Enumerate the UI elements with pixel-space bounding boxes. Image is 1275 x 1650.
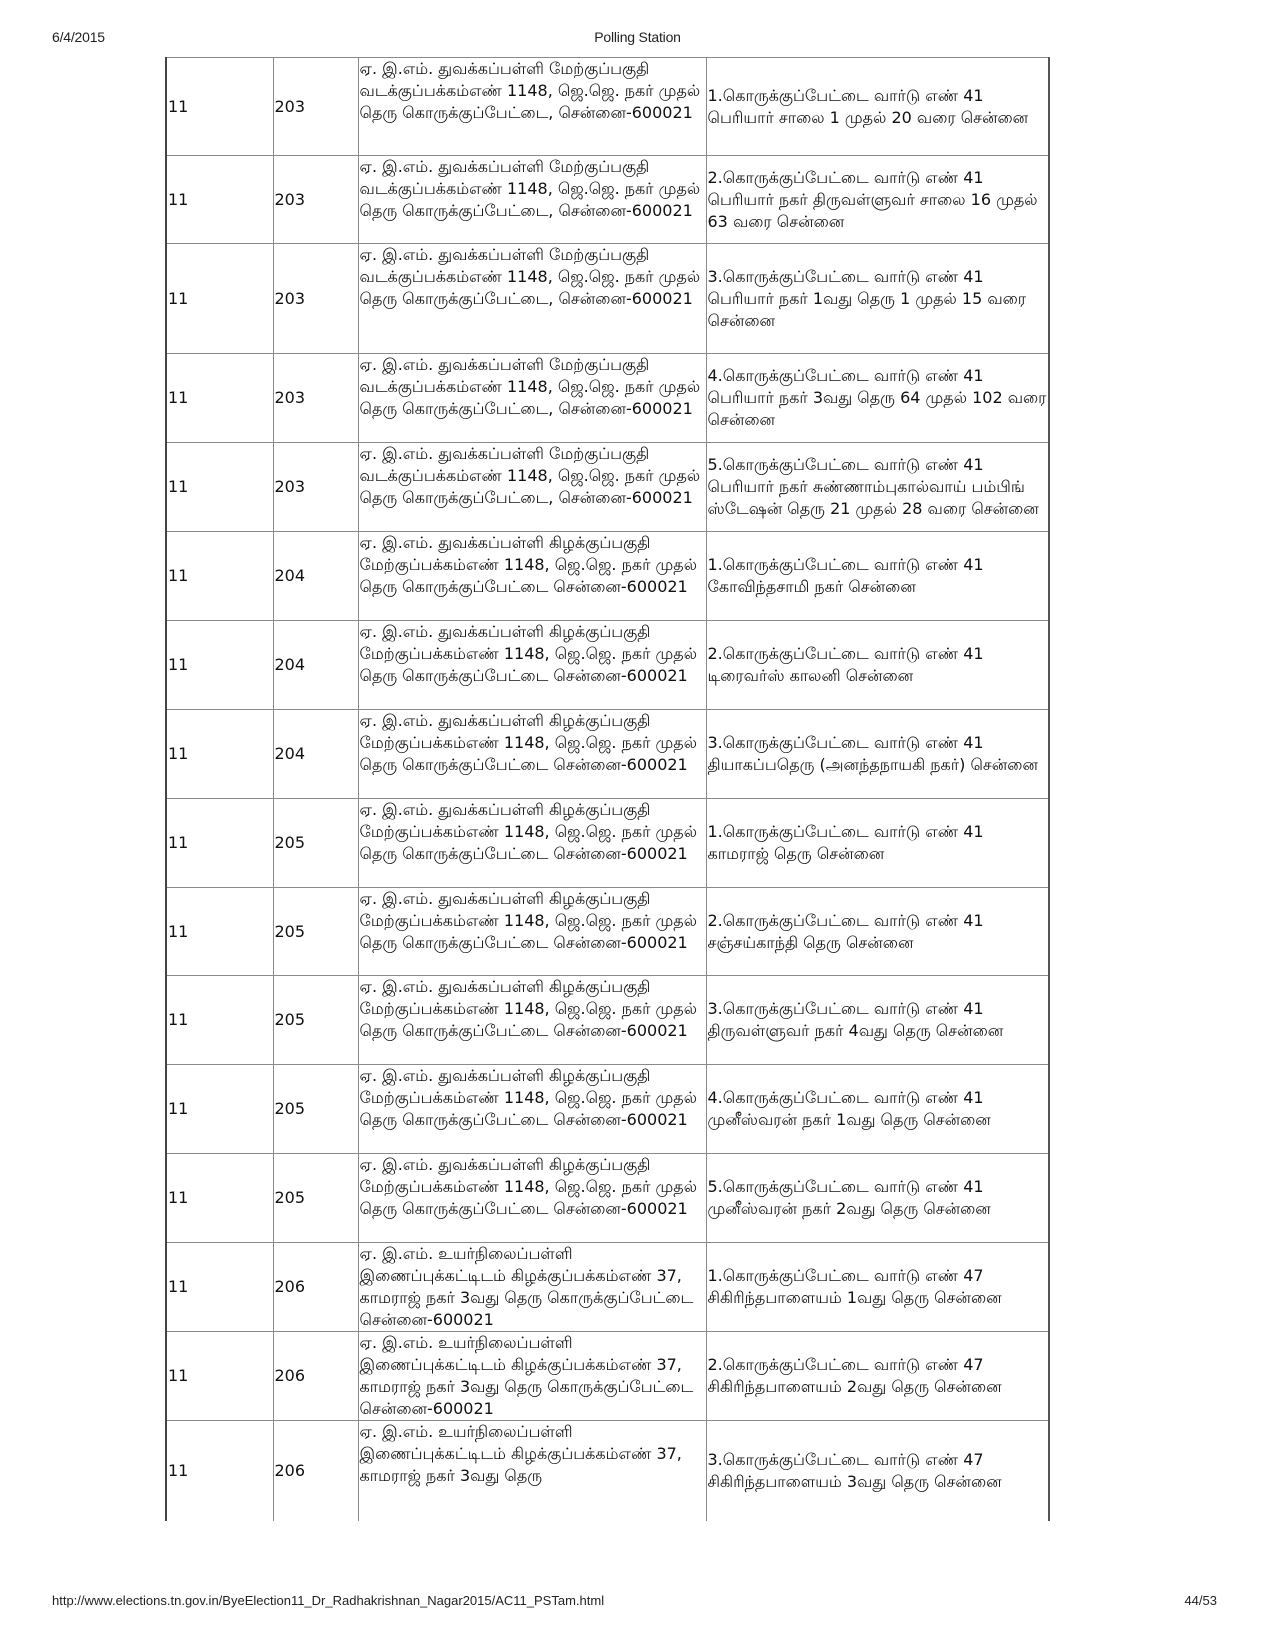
station-address-cell: ஏ. இ.எம். துவக்கப்பள்ளி கிழக்குப்பகுதி மேற்குப்பக்கம்எண் 1148, ஜெ.ஜெ. நகர் முதல் தெரு கொருக்குப்பேட்டை சென்னை-600021 bbox=[358, 1154, 706, 1243]
station-address-cell: ஏ. இ.எம். துவக்கப்பள்ளி கிழக்குப்பகுதி மேற்குப்பக்கம்எண் 1148, ஜெ.ஜெ. நகர் முதல் தெரு கொருக்குப்பேட்டை சென்னை-600021 bbox=[358, 799, 706, 888]
ac-number-cell: 11 bbox=[166, 1065, 273, 1154]
polling-area-cell: 4.கொருக்குப்பேட்டை வார்டு எண் 41 முனீஸ்வரன் நகர் 1வது தெரு சென்னை bbox=[706, 1065, 1049, 1154]
polling-area-cell: 2.கொருக்குப்பேட்டை வார்டு எண் 41 டிரைவர்ஸ் காலனி சென்னை bbox=[706, 621, 1049, 710]
ac-number-cell: 11 bbox=[166, 1243, 273, 1332]
station-address-cell: ஏ. இ.எம். துவக்கப்பள்ளி கிழக்குப்பகுதி மேற்குப்பக்கம்எண் 1148, ஜெ.ஜெ. நகர் முதல் தெரு கொருக்குப்பேட்டை சென்னை-600021 bbox=[358, 888, 706, 976]
station-address-cell: ஏ. இ.எம். துவக்கப்பள்ளி கிழக்குப்பகுதி மேற்குப்பக்கம்எண் 1148, ஜெ.ஜெ. நகர் முதல் தெரு கொருக்குப்பேட்டை சென்னை-600021 bbox=[358, 621, 706, 710]
table-row bbox=[166, 532, 1049, 621]
ps-number-cell: 205 bbox=[273, 1065, 358, 1154]
table-row bbox=[166, 244, 1049, 354]
table-row bbox=[166, 354, 1049, 443]
ac-number-cell: 11 bbox=[166, 1154, 273, 1243]
ac-number-cell: 11 bbox=[166, 1332, 273, 1421]
ps-number-cell: 205 bbox=[273, 799, 358, 888]
ac-number-cell: 11 bbox=[166, 244, 273, 354]
polling-area-cell: 1.கொருக்குப்பேட்டை வார்டு எண் 47 சிகிரிந்தபாளையம் 1வது தெரு சென்னை bbox=[706, 1243, 1049, 1332]
ac-number-cell: 11 bbox=[166, 888, 273, 976]
station-address-cell: ஏ. இ.எம். துவக்கப்பள்ளி மேற்குப்பகுதி வடக்குப்பக்கம்எண் 1148, ஜெ.ஜெ. நகர் முதல் தெரு கொருக்குப்பேட்டை, சென்னை-600021 bbox=[358, 443, 706, 532]
polling-area-cell: 1.கொருக்குப்பேட்டை வார்டு எண் 41 காமராஜ் தெரு சென்னை bbox=[706, 799, 1049, 888]
table-row bbox=[166, 621, 1049, 710]
table-body bbox=[166, 58, 1049, 1521]
station-address-cell: ஏ. இ.எம். துவக்கப்பள்ளி மேற்குப்பகுதி வடக்குப்பக்கம்எண் 1148, ஜெ.ஜெ. நகர் முதல் தெரு கொருக்குப்பேட்டை, சென்னை-600021 bbox=[358, 58, 706, 156]
table-row bbox=[166, 1065, 1049, 1154]
ps-number-cell: 206 bbox=[273, 1243, 358, 1332]
station-address-cell: ஏ. இ.எம். உயர்நிலைப்பள்ளி இணைப்புக்கட்டிடம் கிழக்குப்பக்கம்எண் 37, காமராஜ் நகர் 3வது தெரு bbox=[358, 1421, 706, 1521]
ac-number-cell: 11 bbox=[166, 354, 273, 443]
ac-number-cell: 11 bbox=[166, 621, 273, 710]
page-number: 44/53 bbox=[1184, 1593, 1217, 1608]
polling-station-table bbox=[165, 57, 1050, 1521]
ps-number-cell: 205 bbox=[273, 1154, 358, 1243]
ac-number-cell: 11 bbox=[166, 1421, 273, 1521]
ps-number-cell: 204 bbox=[273, 621, 358, 710]
table-row bbox=[166, 1154, 1049, 1243]
ps-number-cell: 204 bbox=[273, 710, 358, 799]
ps-number-cell: 203 bbox=[273, 58, 358, 156]
ps-number-cell: 203 bbox=[273, 443, 358, 532]
polling-area-cell: 3.கொருக்குப்பேட்டை வார்டு எண் 41 திருவள்ளுவர் நகர் 4வது தெரு சென்னை bbox=[706, 976, 1049, 1065]
station-address-cell: ஏ. இ.எம். துவக்கப்பள்ளி மேற்குப்பகுதி வடக்குப்பக்கம்எண் 1148, ஜெ.ஜெ. நகர் முதல் தெரு கொருக்குப்பேட்டை, சென்னை-600021 bbox=[358, 354, 706, 443]
polling-area-cell: 5.கொருக்குப்பேட்டை வார்டு எண் 41 முனீஸ்வரன் நகர் 2வது தெரு சென்னை bbox=[706, 1154, 1049, 1243]
ps-number-cell: 204 bbox=[273, 532, 358, 621]
print-date: 6/4/2015 bbox=[52, 29, 105, 45]
table-row bbox=[166, 710, 1049, 799]
station-address-cell: ஏ. இ.எம். துவக்கப்பள்ளி மேற்குப்பகுதி வடக்குப்பக்கம்எண் 1148, ஜெ.ஜெ. நகர் முதல் தெரு கொருக்குப்பேட்டை, சென்னை-600021 bbox=[358, 244, 706, 354]
ps-number-cell: 205 bbox=[273, 888, 358, 976]
ac-number-cell: 11 bbox=[166, 58, 273, 156]
station-address-cell: ஏ. இ.எம். துவக்கப்பள்ளி கிழக்குப்பகுதி மேற்குப்பக்கம்எண் 1148, ஜெ.ஜெ. நகர் முதல் தெரு கொருக்குப்பேட்டை சென்னை-600021 bbox=[358, 976, 706, 1065]
polling-area-cell: 2.கொருக்குப்பேட்டை வார்டு எண் 47 சிகிரிந்தபாளையம் 2வது தெரு சென்னை bbox=[706, 1332, 1049, 1421]
polling-area-cell: 1.கொருக்குப்பேட்டை வார்டு எண் 41 கோவிந்தசாமி நகர் சென்னை bbox=[706, 532, 1049, 621]
ac-number-cell: 11 bbox=[166, 976, 273, 1065]
ac-number-cell: 11 bbox=[166, 799, 273, 888]
polling-area-cell: 3.கொருக்குப்பேட்டை வார்டு எண் 41 பெரியார் நகர் 1வது தெரு 1 முதல் 15 வரை சென்னை bbox=[706, 244, 1049, 354]
table-row bbox=[166, 888, 1049, 976]
page-title: Polling Station bbox=[594, 29, 681, 45]
polling-area-cell: 4.கொருக்குப்பேட்டை வார்டு எண் 41 பெரியார் நகர் 3வது தெரு 64 முதல் 102 வரை சென்னை bbox=[706, 354, 1049, 443]
ac-number-cell: 11 bbox=[166, 710, 273, 799]
station-address-cell: ஏ. இ.எம். துவக்கப்பள்ளி கிழக்குப்பகுதி மேற்குப்பக்கம்எண் 1148, ஜெ.ஜெ. நகர் முதல் தெரு கொருக்குப்பேட்டை சென்னை-600021 bbox=[358, 532, 706, 621]
ps-number-cell: 206 bbox=[273, 1332, 358, 1421]
station-address-cell: ஏ. இ.எம். துவக்கப்பள்ளி கிழக்குப்பகுதி மேற்குப்பக்கம்எண் 1148, ஜெ.ஜெ. நகர் முதல் தெரு கொருக்குப்பேட்டை சென்னை-600021 bbox=[358, 1065, 706, 1154]
ps-number-cell: 206 bbox=[273, 1421, 358, 1521]
table-row bbox=[166, 1332, 1049, 1421]
page-url: http://www.elections.tn.gov.in/ByeElection11_Dr_Radhakrishnan_Nagar2015/AC11_PSTam.html bbox=[52, 1593, 605, 1608]
ac-number-cell: 11 bbox=[166, 443, 273, 532]
station-address-cell: ஏ. இ.எம். துவக்கப்பள்ளி மேற்குப்பகுதி வடக்குப்பக்கம்எண் 1148, ஜெ.ஜெ. நகர் முதல் தெரு கொருக்குப்பேட்டை, சென்னை-600021 bbox=[358, 156, 706, 244]
station-address-cell: ஏ. இ.எம். துவக்கப்பள்ளி கிழக்குப்பகுதி மேற்குப்பக்கம்எண் 1148, ஜெ.ஜெ. நகர் முதல் தெரு கொருக்குப்பேட்டை சென்னை-600021 bbox=[358, 710, 706, 799]
polling-area-cell: 5.கொருக்குப்பேட்டை வார்டு எண் 41 பெரியார் நகர் சுண்ணாம்புகால்வாய் பம்பிங் ஸ்டேஷன் தெரு 21 முதல் 28 வரை சென்னை bbox=[706, 443, 1049, 532]
polling-area-cell: 3.கொருக்குப்பேட்டை வார்டு எண் 41 தியாகப்பதெரு (அனந்தநாயகி நகர்) சென்னை bbox=[706, 710, 1049, 799]
table-row bbox=[166, 443, 1049, 532]
ac-number-cell: 11 bbox=[166, 156, 273, 244]
station-address-cell: ஏ. இ.எம். உயர்நிலைப்பள்ளி இணைப்புக்கட்டிடம் கிழக்குப்பக்கம்எண் 37, காமராஜ் நகர் 3வது தெரு கொருக்குப்பேட்டை சென்னை-600021 bbox=[358, 1332, 706, 1421]
ps-number-cell: 203 bbox=[273, 156, 358, 244]
table-row bbox=[166, 976, 1049, 1065]
station-address-cell: ஏ. இ.எம். உயர்நிலைப்பள்ளி இணைப்புக்கட்டிடம் கிழக்குப்பக்கம்எண் 37, காமராஜ் நகர் 3வது தெரு கொருக்குப்பேட்டை சென்னை-600021 bbox=[358, 1243, 706, 1332]
ac-number-cell: 11 bbox=[166, 532, 273, 621]
polling-area-cell: 2.கொருக்குப்பேட்டை வார்டு எண் 41 சஞ்சய்காந்தி தெரு சென்னை bbox=[706, 888, 1049, 976]
polling-area-cell: 1.கொருக்குப்பேட்டை வார்டு எண் 41 பெரியார் சாலை 1 முதல் 20 வரை சென்னை bbox=[706, 58, 1049, 156]
ps-number-cell: 203 bbox=[273, 244, 358, 354]
table-row bbox=[166, 799, 1049, 888]
polling-area-cell: 2.கொருக்குப்பேட்டை வார்டு எண் 41 பெரியார் நகர் திருவள்ளுவர் சாலை 16 முதல் 63 வரை சென்னை bbox=[706, 156, 1049, 244]
table-row bbox=[166, 1243, 1049, 1332]
table-row bbox=[166, 1421, 1049, 1521]
ps-number-cell: 203 bbox=[273, 354, 358, 443]
table-row bbox=[166, 58, 1049, 156]
polling-area-cell: 3.கொருக்குப்பேட்டை வார்டு எண் 47 சிகிரிந்தபாளையம் 3வது தெரு சென்னை bbox=[706, 1421, 1049, 1521]
ps-number-cell: 205 bbox=[273, 976, 358, 1065]
table-row bbox=[166, 156, 1049, 244]
